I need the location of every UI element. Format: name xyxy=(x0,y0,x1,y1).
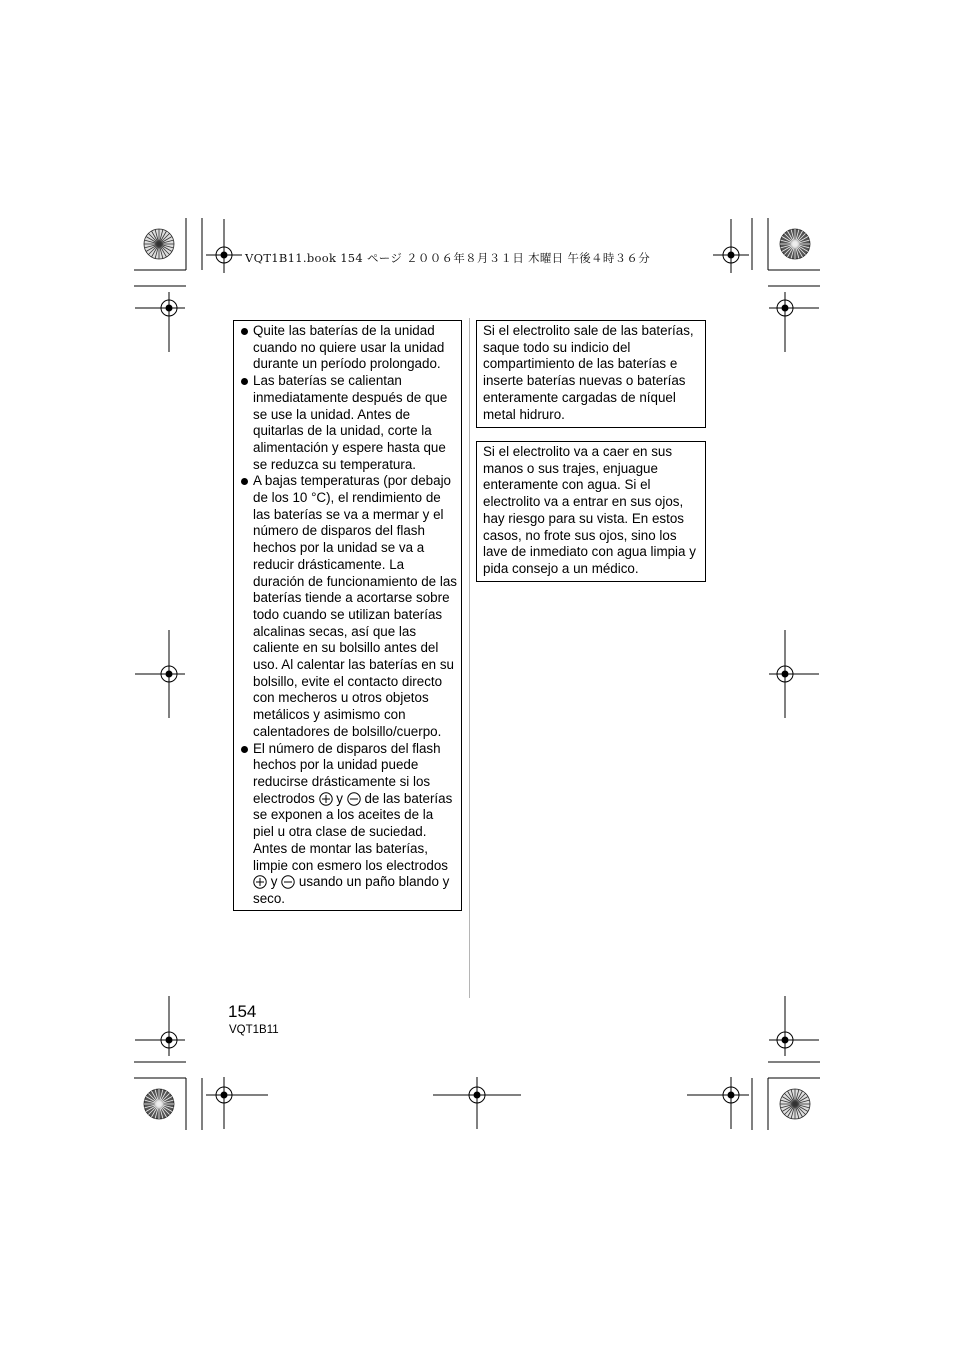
page-number: 154 xyxy=(228,1002,257,1021)
list-item-text: Las baterías se calientan inmediatamente después de que se use la unidad. Antes de quitarlas de la unidad, corte la alimentación y espere hasta que se reduzca su temperatura. xyxy=(253,373,448,472)
list-item xyxy=(238,741,457,908)
plus-circle-icon xyxy=(319,792,333,806)
bullet-icon xyxy=(241,328,248,335)
minus-circle-icon xyxy=(347,792,361,806)
list-item xyxy=(238,473,457,740)
list-item-text: El número de disparos del flash hechos por la unidad puede reducirse drásticamente si los electrodos xyxy=(253,740,441,806)
conjunction-text: y xyxy=(336,790,343,806)
list-item-text: A bajas temperaturas (por debajo de los 10 °C), el rendimiento de las baterías se va a mermar y el número de disparos del flash hechos por la unidad se va a reducir drásticamente. La duración de funcionamiento de las baterías tiende a acortarse sobre todo cuando se utilizan baterías alcalinas secas, así que las caliente en su bolsillo antes del uso. Al calentar las baterías en su bolsillo, evite el contacto directo con mecheros u otros objetos metálicos y asimismo con calentadores de bolsillo/cuerpo. xyxy=(253,473,457,739)
list-item xyxy=(238,373,457,473)
conjunction-text: y xyxy=(270,874,278,890)
electrolyte-contact-box xyxy=(476,441,706,582)
bullet-icon xyxy=(241,478,248,485)
list-item xyxy=(238,323,457,373)
list-item-text: de las baterías se exponen a los aceites de la piel u otra clase de suciedad. Antes de montar las baterías, limpie con esmero los electrodos xyxy=(253,790,453,873)
plus-circle-icon xyxy=(253,875,267,889)
electrolyte-leak-text: Si el electrolito sale de las baterías, saque todo su indicio del compartimiento de las baterías e inserte baterías nuevas o baterías enteramente cargadas de níquel metal hidruro. xyxy=(483,323,694,422)
minus-circle-icon xyxy=(281,875,295,889)
electrolyte-contact-text: Si el electrolito va a caer en sus manos o sus trajes, enjuague enteramente con agua. Si el electrolito va a entrar en sus ojos, hay riesgo para su vista. En estos casos, no frote sus ojos, sino los lave de inmediato con agua limpia y pida consejo a un médico. xyxy=(483,444,696,576)
model-code: VQT1B11 xyxy=(229,1024,279,1036)
precautions-box xyxy=(233,320,462,911)
bullet-icon xyxy=(241,746,248,753)
electrolyte-leak-box xyxy=(476,320,706,428)
list-item-text: Quite las baterías de la unidad cuando no quiere usar la unidad durante un período prolongado. xyxy=(253,323,445,372)
precautions-list xyxy=(238,323,457,908)
file-info-header: VQT1B11.book 154 ページ ２００６年８月３１日 木曜日 午後４時３６分 xyxy=(245,251,651,265)
bullet-icon xyxy=(241,378,248,385)
column-divider xyxy=(469,318,470,998)
list-item-text: usando un paño blando y seco. xyxy=(253,874,450,906)
